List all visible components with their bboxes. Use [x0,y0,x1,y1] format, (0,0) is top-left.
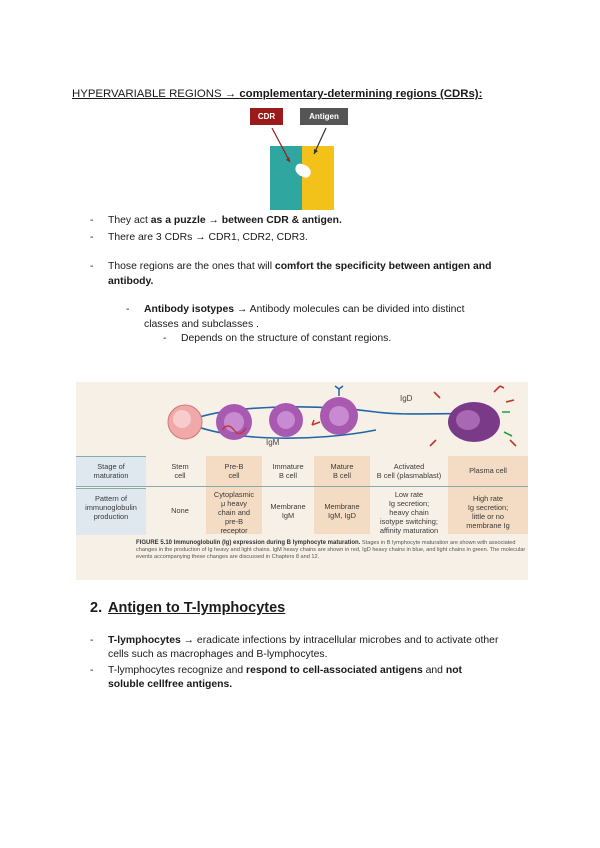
stage-plasma: Plasma cell [469,466,507,475]
pattern-pre-b: Cytoplasmic μ heavy chain and pre-B receptor [213,490,255,535]
antigen-label-box: Antigen [300,108,348,125]
pattern-immature: Membrane IgM [270,502,306,520]
stage-activated: Activated B cell (plasmablast) [376,462,442,480]
pattern-plasma: High rate Ig secretion; little or no membrane Ig [466,494,510,530]
pattern-mature: Membrane IgM, IgD [324,502,360,520]
cdr-label-box: CDR [250,108,283,125]
igm-label: IgM [266,438,280,447]
heading-bold: complementary-determining regions (CDRs): [239,88,483,100]
section-heading [72,88,482,100]
pattern-activated: Low rate Ig secretion; heavy chain isotype switching; affinity maturation [379,490,439,535]
puzzle-illustration [260,124,350,210]
stage-header: Stage of maturation [93,462,129,480]
pattern-stem: None [171,506,189,515]
igd-label: IgD [400,394,413,403]
stage-mature: Mature B cell [330,462,354,480]
stage-immature: Immature B cell [272,462,304,480]
pattern-header: Pattern of immunoglobulin production [85,494,137,521]
row-divider [76,486,528,487]
heading-plain: HYPERVARIABLE REGIONS → [72,88,240,100]
antigen-puzzle-piece [302,146,334,210]
stage-stem: Stem cell [171,462,189,480]
figure-caption: FIGURE 5.10 Immunoglobulin (Ig) expression during B lymphocyte maturation. Stages in B lymphocyte maturation are shown with associated changes in the production of Ig heavy and light chains. IgM heavy chains are shown in red, IgD heavy chains in blue, and light chains in green. The molecular events accompanying these changes are discussed in Chapters 8 and 12. [136,540,526,560]
stage-pre-b: Pre-B cell [224,462,244,480]
